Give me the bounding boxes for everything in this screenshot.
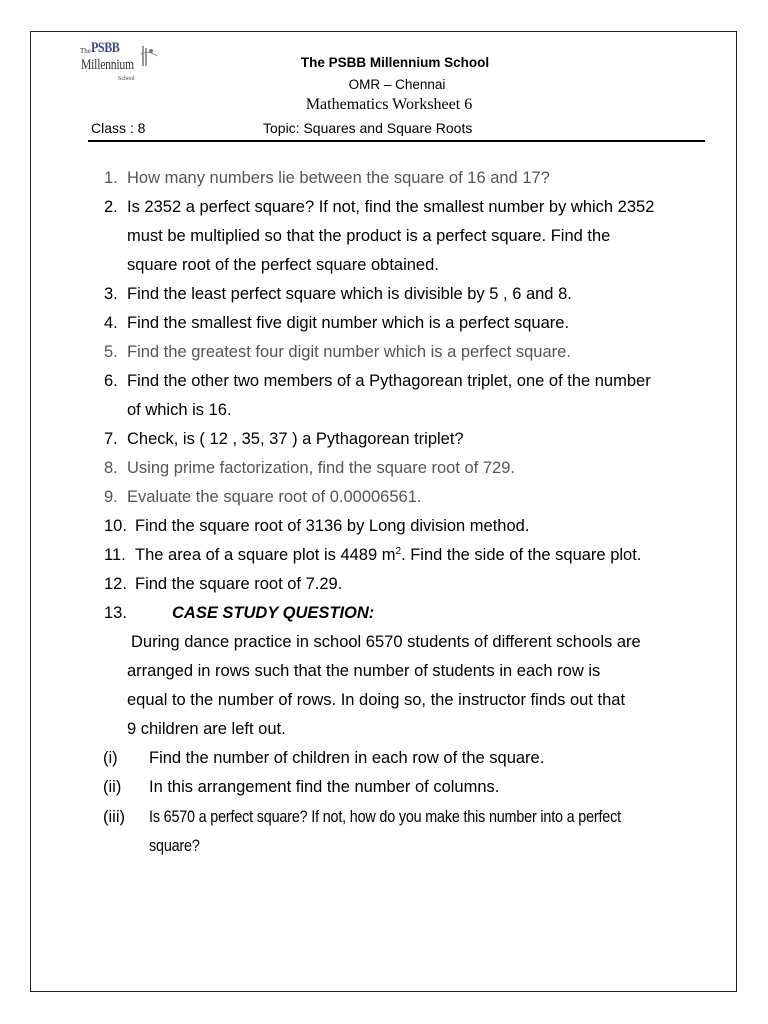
- sub-question-iii-line-2: [149, 836, 207, 856]
- question-text: Check, is ( 12 , 35, 37 ) a Pythagorean triplet?: [127, 430, 464, 448]
- logo-psbb-text: PSBB: [91, 40, 120, 56]
- question-number: 4.: [104, 314, 118, 332]
- question-number: 7.: [104, 430, 118, 448]
- question-text: Is 2352 a perfect square? If not, find the smallest number by which 2352: [127, 198, 655, 216]
- worksheet-title: Mathematics Worksheet 6: [305, 96, 473, 113]
- question-number: 9.: [104, 488, 118, 506]
- question-text: Find the square root of 7.29.: [135, 575, 343, 593]
- question-6-line-2: of which is 16.: [127, 401, 232, 419]
- logo-millennium-text: Millennium: [81, 57, 134, 73]
- class-label: Class : 8: [91, 120, 146, 136]
- logo-school-text: School: [118, 76, 135, 82]
- question-text: Find the greatest four digit number which is a perfect square.: [127, 343, 571, 361]
- question-text: Find the smallest five digit number which is a perfect square.: [127, 314, 570, 332]
- topic-label: Topic: Squares and Square Roots: [263, 120, 473, 136]
- sub-question-text: Find the number of children in each row of the square.: [149, 749, 545, 767]
- question-text: Find the square root of 3136 by Long division method.: [135, 517, 530, 535]
- question-text: Find the other two members of a Pythagorean triplet, one of the number: [127, 372, 651, 390]
- question-number: 10.: [104, 517, 127, 535]
- header-divider: [88, 140, 705, 142]
- sub-question-text: square?: [149, 837, 200, 855]
- question-text-part: The area of a square plot is 4489 m: [135, 546, 396, 564]
- question-number: 3.: [104, 285, 118, 303]
- question-number: 1.: [104, 169, 118, 187]
- question-number: 13.: [104, 604, 127, 622]
- case-study-paragraph-line-3: equal to the number of rows. In doing so, the instructor finds out that: [127, 691, 626, 709]
- superscript: 2: [395, 546, 402, 557]
- question-number: 11.: [104, 546, 126, 564]
- case-study-heading: CASE STUDY QUESTION:: [172, 604, 375, 622]
- question-number: 5.: [104, 343, 118, 361]
- question-text: [135, 545, 641, 565]
- question-2-line-2: must be multiplied so that the product is a perfect square. Find the: [127, 227, 611, 245]
- sub-question-text: In this arrangement find the number of columns.: [149, 778, 500, 796]
- question-text: Evaluate the square root of 0.00006561.: [127, 488, 422, 506]
- logo-the-text: The: [80, 47, 91, 55]
- question-number: 12.: [104, 575, 127, 593]
- sub-question-number: (i): [103, 749, 118, 767]
- case-study-paragraph-line-4: 9 children are left out.: [127, 720, 286, 738]
- sub-question-number: (ii): [103, 778, 122, 796]
- case-study-paragraph-line-1: During dance practice in school 6570 students of different schools are: [131, 633, 641, 651]
- school-name: The PSBB Millennium School: [300, 55, 490, 70]
- sub-question-number: (iii): [103, 808, 125, 826]
- school-location: OMR – Chennai: [348, 77, 446, 92]
- question-text: Find the least perfect square which is divisible by 5 , 6 and 8.: [127, 285, 572, 303]
- sub-question-text: Is 6570 a perfect square? If not, how do you make this number into a perfect: [149, 808, 621, 826]
- question-text: How many numbers lie between the square of 16 and 17?: [127, 169, 550, 187]
- question-number: 6.: [104, 372, 118, 390]
- case-study-paragraph-line-2: arranged in rows such that the number of students in each row is: [127, 662, 601, 680]
- question-number: 8.: [104, 459, 118, 477]
- question-2-line-3: square root of the perfect square obtained.: [127, 256, 439, 274]
- question-text-part: . Find the side of the square plot.: [401, 546, 642, 564]
- question-number: 2.: [104, 198, 118, 216]
- question-text: Using prime factorization, find the square root of 729.: [127, 459, 515, 477]
